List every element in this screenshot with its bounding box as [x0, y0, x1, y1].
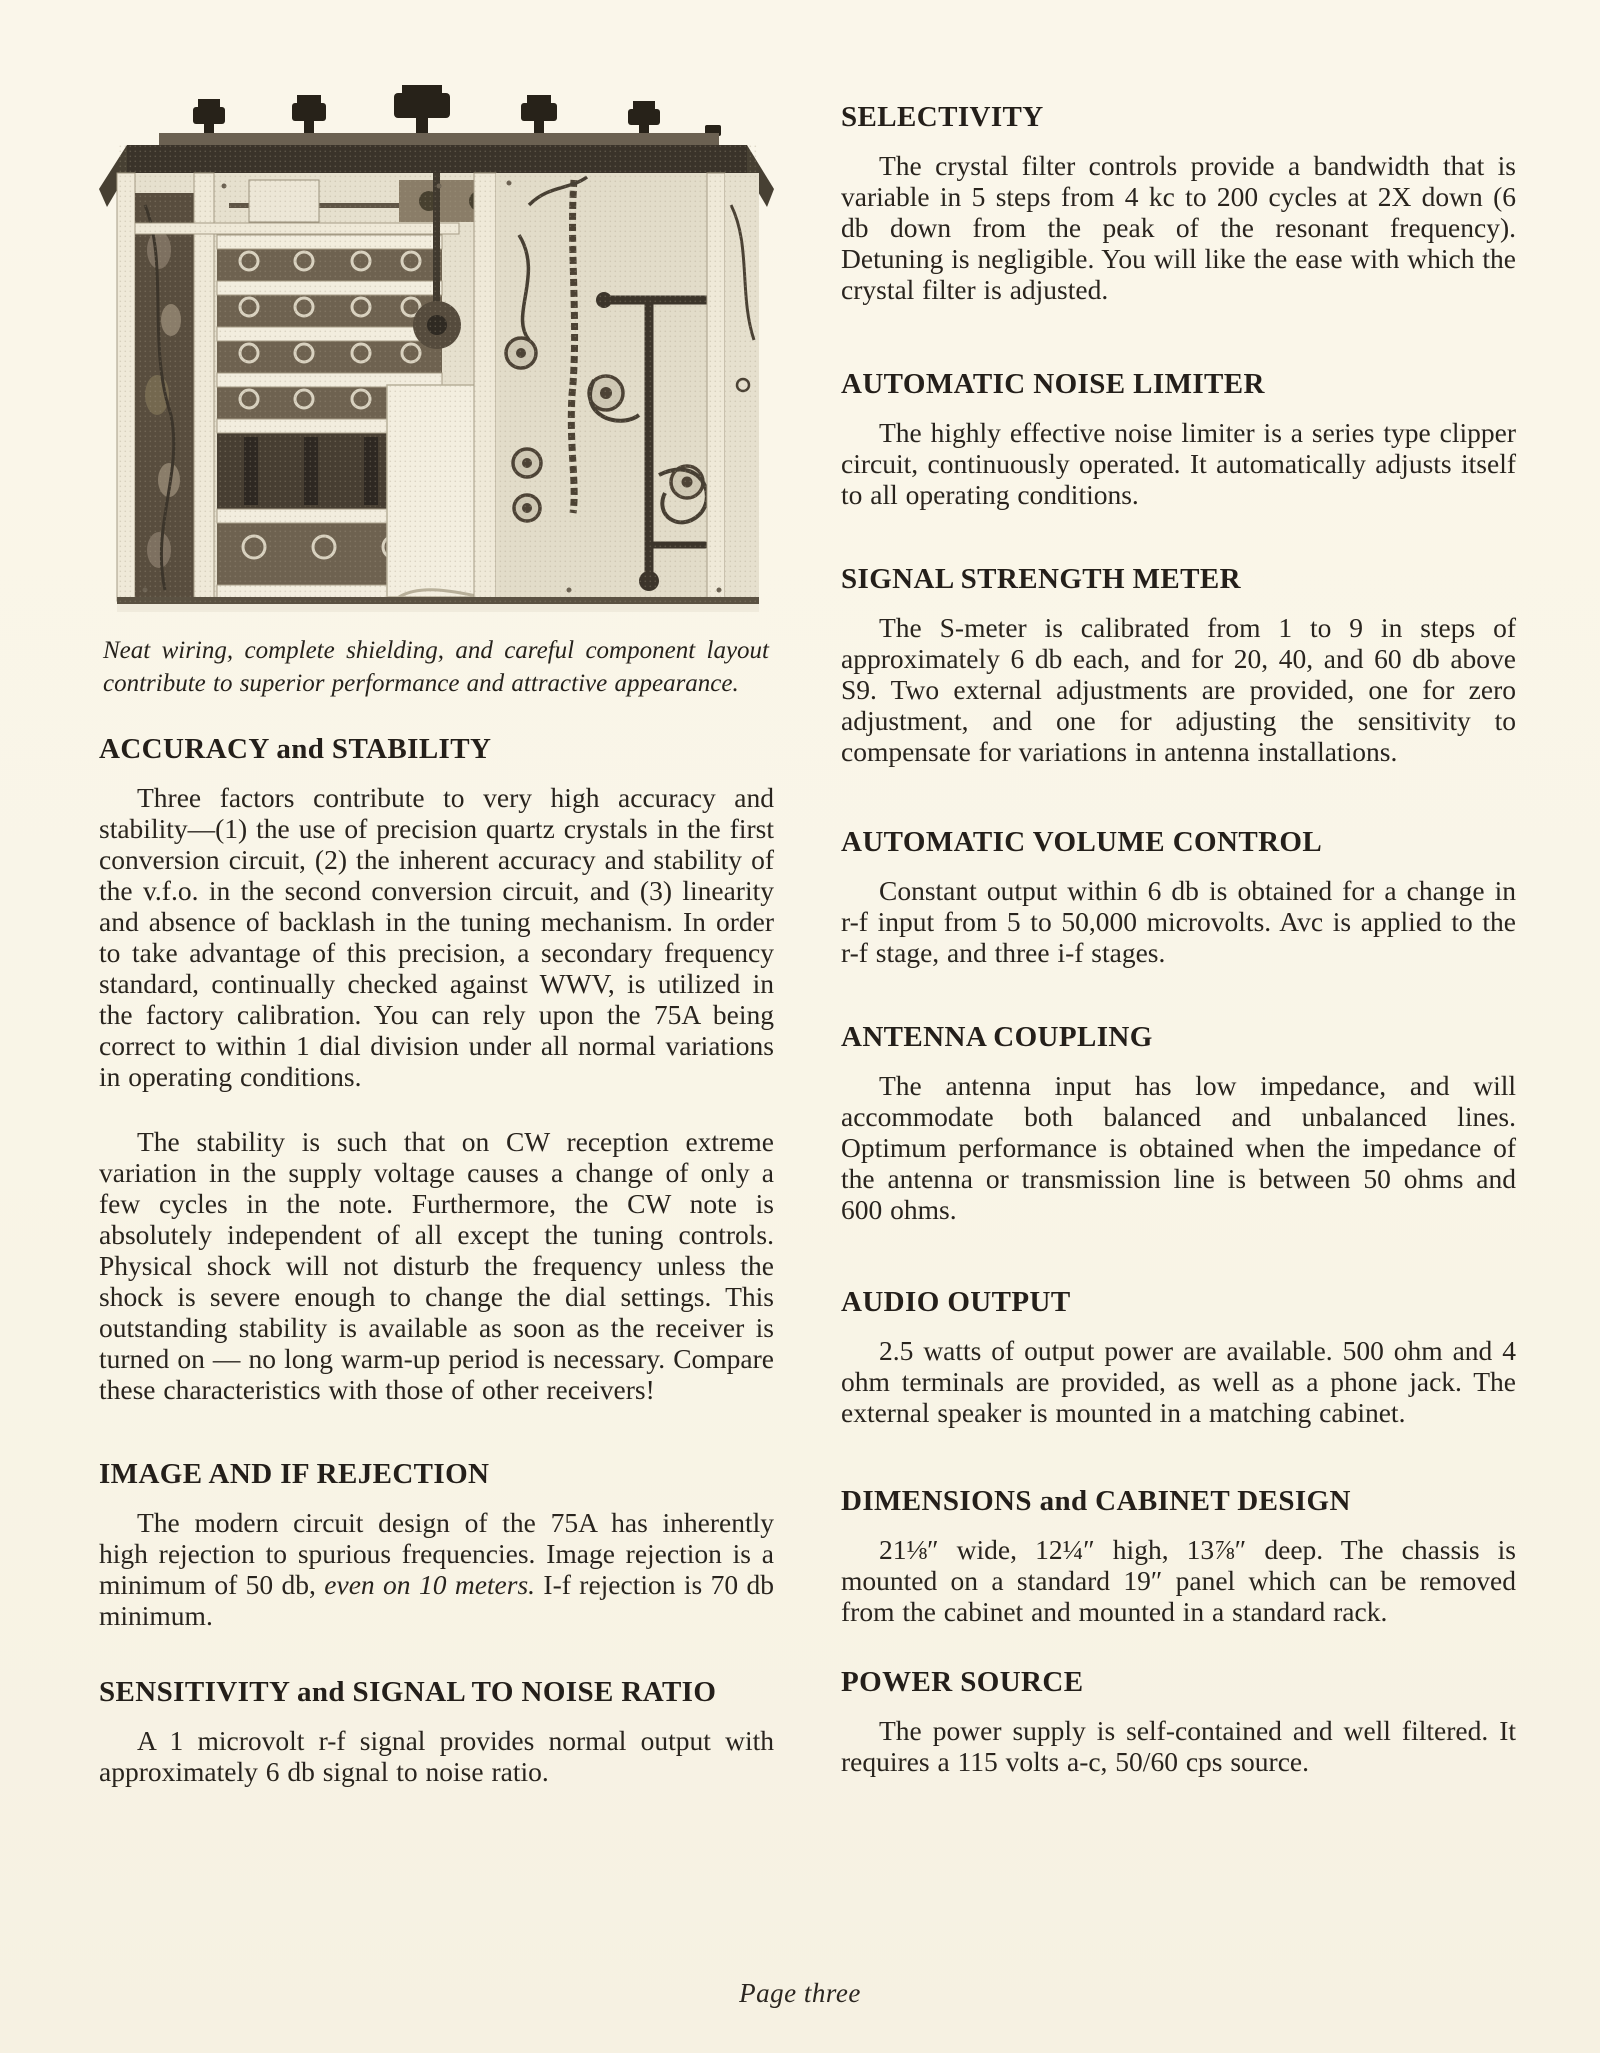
power-source-paragraph: The power supply is self-contained and well filtered. It requires a 115 volts a-c, 50/60 cps source.: [841, 1715, 1516, 1777]
heading-image-if-rejection: IMAGE AND IF REJECTION: [99, 1458, 490, 1490]
heading-audio-output: AUDIO OUTPUT: [841, 1286, 1071, 1318]
accuracy-paragraph-1: Three factors contribute to very high accuracy and stability—(1) the use of precision quartz crystals in the first conversion circuit, (2) the inherent accuracy and stability of the v.f.o. in the second conversion circuit, and (3) linearity and absence of backlash in the tuning mechanism. In order to take advantage of this precision, a secondary frequency standard, continually checked against WWV, is utilized in the factory calibration. You can rely upon the 75A being correct to within 1 dial division under all normal variations in operating conditions.: [99, 782, 774, 1092]
heading-accuracy-stability: ACCURACY and STABILITY: [99, 733, 492, 765]
heading-antenna-coupling: ANTENNA COUPLING: [841, 1021, 1153, 1053]
photo-knobs: [193, 85, 721, 136]
chassis-photo: [99, 85, 774, 612]
audio-output-paragraph: 2.5 watts of output power are available. 500 ohm and 4 ohm terminals are provided, as well as a phone jack. The external speaker is mounted in a matching cabinet.: [841, 1335, 1516, 1428]
image-rejection-text-start: The modern circuit design of the 75A has inherently high rejection to spurious frequencies. Image rejection is a minimum of 50 db,: [99, 1507, 774, 1600]
heading-signal-strength-meter: SIGNAL STRENGTH METER: [841, 563, 1241, 595]
selectivity-paragraph: The crystal filter controls provide a bandwidth that is variable in 5 steps from 4 kc to 200 cycles at 2X down (6 db down from the peak of the resonant frequency). Detuning is negligible. You will like the ease with which the crystal filter is adjusted.: [841, 150, 1516, 305]
heading-power-source: POWER SOURCE: [841, 1666, 1084, 1698]
image-rejection-text-end: I-f rejection is 70 db minimum.: [99, 1569, 774, 1631]
automatic-volume-control-paragraph: Constant output within 6 db is obtained for a change in r-f input from 5 to 50,000 microvolts. Avc is applied to the r-f stage, and three i-f stages.: [841, 875, 1516, 968]
antenna-coupling-paragraph: The antenna input has low impedance, and will accommodate both balanced and unbalanced lines. Optimum performance is obtained when the impedance of the antenna or transmission line is between 50 ohms and 600 ohms.: [841, 1070, 1516, 1225]
image-rejection-paragraph: [99, 1507, 774, 1631]
sensitivity-paragraph: A 1 microvolt r-f signal provides normal output with approximately 6 db signal to noise ratio.: [99, 1725, 774, 1787]
heading-dimensions-cabinet: DIMENSIONS and CABINET DESIGN: [841, 1485, 1351, 1517]
heading-sensitivity: SENSITIVITY and SIGNAL TO NOISE RATIO: [99, 1676, 717, 1708]
signal-strength-meter-paragraph: The S-meter is calibrated from 1 to 9 in steps of approximately 6 db each, and for 20, 40, and 60 db above S9. Two external adjustments are provided, one for zero adjustment, and one for adjusting the sensitivity to compensate for variations in antenna installations.: [841, 612, 1516, 767]
page-number: Page three: [739, 1978, 861, 2008]
left-column: [99, 85, 774, 1787]
heading-noise-limiter: AUTOMATIC NOISE LIMITER: [841, 368, 1265, 400]
heading-selectivity: SELECTIVITY: [841, 101, 1044, 133]
dimensions-paragraph: 21⅛″ wide, 12¼″ high, 13⅞″ deep. The chassis is mounted on a standard 19″ panel which can be removed from the cabinet and mounted in a standard rack.: [841, 1534, 1516, 1627]
heading-automatic-volume-control: AUTOMATIC VOLUME CONTROL: [841, 826, 1323, 858]
noise-limiter-paragraph: The highly effective noise limiter is a series type clipper circuit, continuously operated. It automatically adjusts itself to all operating conditions.: [841, 417, 1516, 510]
accuracy-paragraph-2: The stability is such that on CW reception extreme variation in the supply voltage causes a change of only a few cycles in the note. Furthermore, the CW note is absolutely independent of all except the tuning controls. Physical shock will not disturb the frequency unless the shock is severe enough to change the dial settings. This outstanding stability is available as soon as the receiver is turned on — no long warm-up period is necessary. Compare these characteristics with those of other receivers!: [99, 1126, 774, 1405]
right-column: [841, 100, 1516, 1777]
image-rejection-text-italic: even on 10 meters.: [324, 1569, 536, 1600]
photo-caption: Neat wiring, complete shielding, and careful component layout contribute to superior performance and attractive appearance.: [103, 637, 769, 697]
